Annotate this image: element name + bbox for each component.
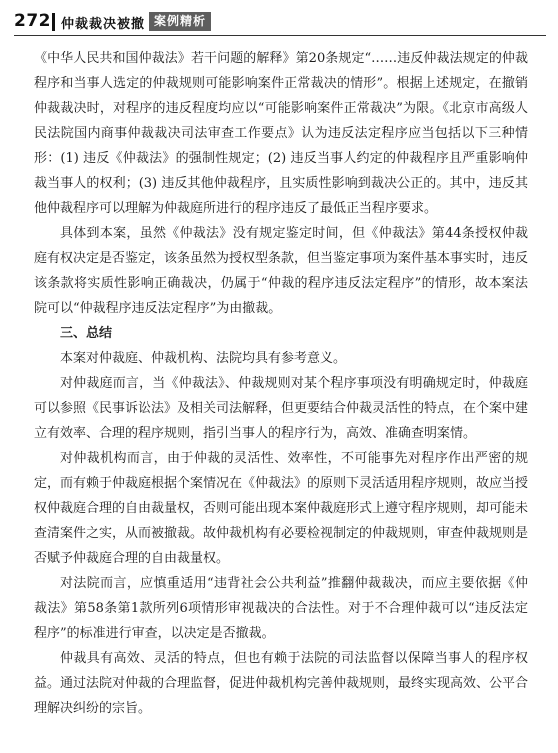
paragraph-4: 对仲裁庭而言，当《仲裁法》、仲裁规则对某个程序事项没有明确规定时，仲裁庭可以参照《民事诉讼法》及相关司法解释，但更要结合仲裁灵活性的特点，在个案中建立有效率、合理的程序规则，指引当事人的程序行为，高效、准确查明案情。: [34, 376, 529, 441]
section-heading: 三、总结: [60, 326, 113, 341]
paragraph-5: 对仲裁机构而言，由于仲裁的灵活性、效率性，不可能事先对程序作出严密的规定，而有赖于仲裁庭根据个案情况在《仲裁法》的原则下灵活适用程序规则，故应当授权仲裁庭合理的自由裁量权，否则可能出现本案仲裁庭形式上遵守程序规则，却可能未查清案件之实，从而被撤裁。故仲裁机构有必要检视制定的仲裁规则，审查仲裁规则是否赋予仲裁庭合理的自由裁量权。: [34, 451, 529, 566]
paragraph-1: 《中华人民共和国仲裁法》若干问题的解释》第20条规定“……违反仲裁法规定的仲裁程序和当事人选定的仲裁规则可能影响案件正常裁决的情形”。根据上述规定，在撤销仲裁裁决时，对程序的违反程度均应以“可能影响案件正常裁决”为限。《北京市高级人民法院国内商事仲裁裁决司法审查工作要点》认为违反法定程序应当包括以下三种情形：(1) 违反《仲裁法》的强制性规定；(2) 违反当事人约定的仲裁程序且严重影响仲裁当事人的权利；(3) 违反其他仲裁程序，且实质性影响到裁决公正的。其中，违反其他仲裁程序可以理解为仲裁庭所进行的程序违反了最低正当程序要求。: [34, 51, 528, 216]
paragraph-3: 本案对仲裁庭、仲裁机构、法院均具有参考意义。: [60, 351, 347, 366]
paragraph-7: 仲裁具有高效、灵活的特点，但也有赖于法院的司法监督以保障当事人的程序权益。通过法院对仲裁的合理监督，促进仲裁机构完善仲裁规则，最终实现高效、公平合理解决纠纷的宗旨。: [34, 651, 529, 716]
header-divider: [52, 13, 55, 31]
paragraph-2: 具体到本案，虽然《仲裁法》没有规定鉴定时间，但《仲裁法》第44条授权仲裁庭有权决定是否鉴定，该条虽然为授权型条款，但当鉴定事项为案件基本事实时，违反该条款将实质性影响正确裁决，仍属于“仲裁的程序违反法定程序”的情形，故本案法院可以“仲裁程序违反法定程序”为由撤裁。: [34, 226, 529, 316]
book-title: 仲裁裁决被撤: [61, 17, 146, 32]
page-content: [34, 46, 528, 721]
paragraph-6: 对法院而言，应慎重适用“违背社会公共利益”推翻仲裁裁决，而应主要依据《仲裁法》第58条第1款所列6项情形审视裁决的合法性。对于不合理仲裁可以“违反法定程序”的标准进行审查，以决定是否撤裁。: [34, 576, 528, 641]
page-header: [14, 10, 546, 34]
section-tag: 案例精析: [149, 12, 211, 31]
page-number: 272: [14, 11, 51, 31]
header-rule: [14, 35, 546, 36]
